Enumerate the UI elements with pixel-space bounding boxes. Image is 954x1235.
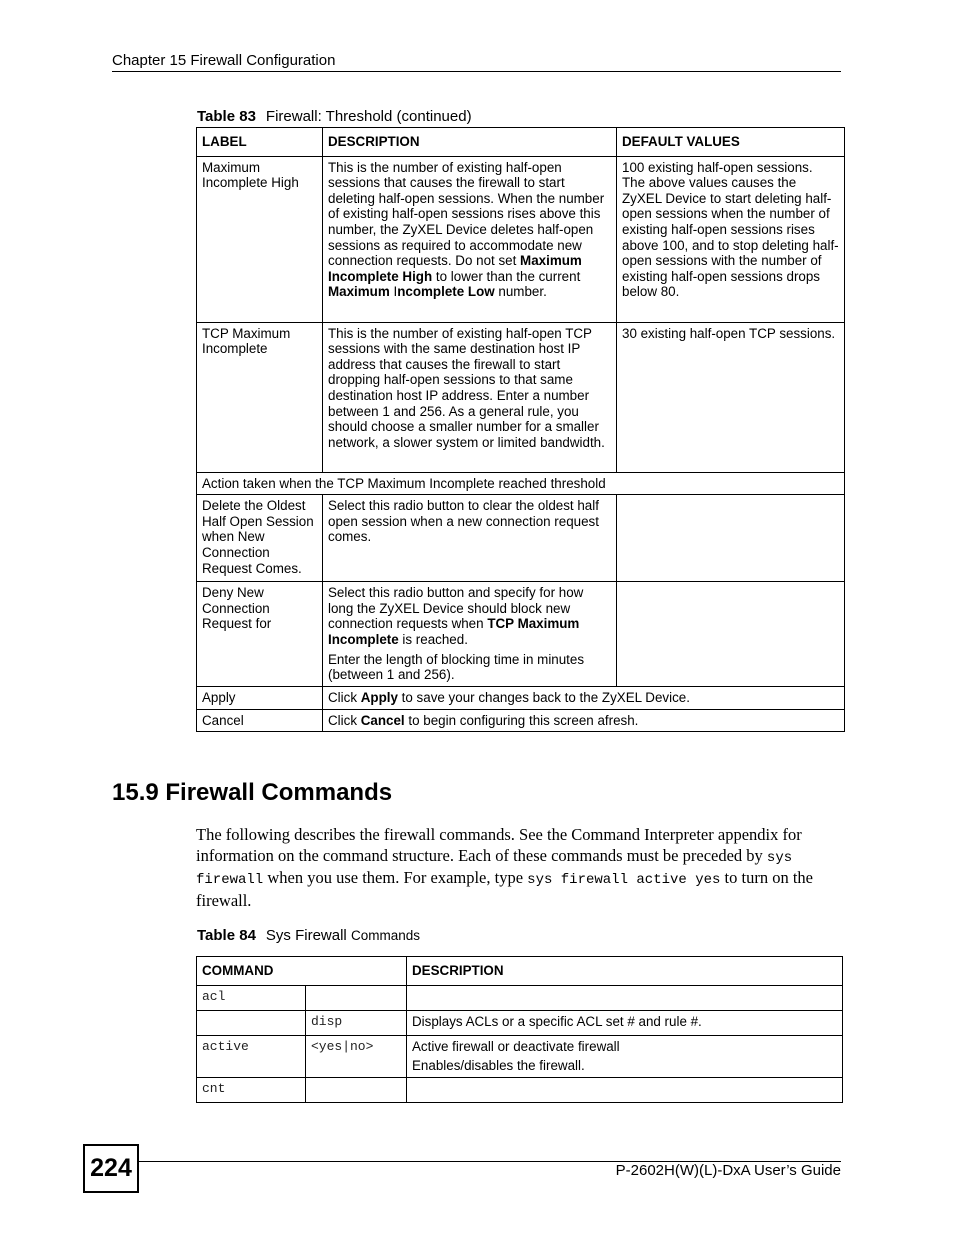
argument-cell: disp	[306, 1010, 407, 1035]
row-description: Click Apply to save your changes back to the ZyXEL Device.	[323, 687, 845, 710]
column-header-description: DESCRIPTION	[407, 957, 843, 986]
table-83-number: Table 83	[197, 108, 256, 125]
code-example-command: sys firewall active yes	[527, 872, 721, 888]
section-title: 15.9 Firewall Commands	[112, 779, 393, 806]
command-cell	[197, 1010, 306, 1035]
column-header-label: LABEL	[197, 128, 323, 157]
table-header-row	[197, 957, 843, 986]
table-row	[197, 322, 845, 472]
row-description: This is the number of existing half-open TCP sessions with the same destination host IP address that causes the firewall to start dropping half-open sessions to that same destination host IP address. Enter a number between 1 and 256. As a general rule, you should choose a smaller number for a smaller network, a slower system or limited bandwidth.	[323, 322, 617, 472]
column-header-default-values: DEFAULT VALUES	[617, 128, 845, 157]
header-rule	[112, 71, 841, 72]
description-cell: Displays ACLs or a specific ACL set # and rule #.	[407, 1010, 843, 1035]
section-row-text: Action taken when the TCP Maximum Incomplete reached threshold	[197, 472, 845, 495]
table-row	[197, 1010, 843, 1035]
table-84-caption	[197, 927, 420, 944]
row-label: Cancel	[197, 709, 323, 732]
description-cell: Active firewall or deactivate firewall Enables/disables the firewall.	[407, 1035, 843, 1077]
row-description: Click Cancel to begin configuring this screen afresh.	[323, 709, 845, 732]
table-83-title: Firewall: Threshold (continued)	[265, 108, 472, 125]
column-header-command: COMMAND	[197, 957, 407, 986]
intro-paragraph: The following describes the firewall commands. See the Command Interpreter appendix for information on the command structure. Each of these commands must be preceded by sys firewall when you use them. For example, type sys firewall active yes to turn on the firewall.	[196, 825, 813, 910]
sys-firewall-commands-table	[196, 956, 843, 1103]
code-sys-firewall: sys firewall	[196, 849, 793, 888]
footer-guide-title: P-2602H(W)(L)-DxA User’s Guide	[615, 1162, 841, 1179]
table-header-row	[197, 128, 845, 157]
table-row	[197, 156, 845, 322]
table-row	[197, 582, 845, 687]
command-cell: acl	[197, 985, 306, 1010]
command-cell: cnt	[197, 1077, 306, 1102]
description-cell	[407, 1077, 843, 1102]
table-section-row	[197, 472, 845, 495]
description-cell	[407, 985, 843, 1010]
table-84-number: Table 84	[197, 927, 256, 944]
row-description: Select this radio button to clear the oldest half open session when a new connection request comes.	[323, 495, 617, 582]
argument-cell	[306, 1077, 407, 1102]
argument-cell: <yes|no>	[306, 1035, 407, 1077]
table-83-caption	[197, 108, 472, 125]
row-label: Maximum Incomplete High	[197, 156, 323, 322]
row-description: Select this radio button and specify for how long the ZyXEL Device should block new connection requests when TCP Maximum Incomplete is reached. Enter the length of blocking time in minutes (between 1 and 256).	[323, 582, 617, 687]
row-label: TCP Maximum Incomplete	[197, 322, 323, 472]
column-header-description: DESCRIPTION	[323, 128, 617, 157]
table-row	[197, 1077, 843, 1102]
row-label: Apply	[197, 687, 323, 710]
table-84-title: Sys Firewall	[265, 927, 347, 944]
page-number: 224	[83, 1144, 139, 1193]
row-default	[617, 495, 845, 582]
table-84-title-suffix: Commands	[350, 928, 420, 943]
table-row	[197, 1035, 843, 1077]
row-default	[617, 582, 845, 687]
running-header: Chapter 15 Firewall Configuration	[112, 52, 336, 69]
row-default: 30 existing half-open TCP sessions.	[617, 322, 845, 472]
row-label: Deny New Connection Request for	[197, 582, 323, 687]
table-row	[197, 709, 845, 732]
row-description: This is the number of existing half-open sessions that causes the firewall to start deleting half-open sessions. When the number of existing half-open sessions rises above this number, the ZyXEL Device deletes half-open sessions as required to accommodate new connection requests. Do not set Maximum Incomplete High to lower than the current Maximum Incomplete Low number.	[323, 156, 617, 322]
firewall-threshold-table	[196, 127, 845, 732]
row-label: Delete the Oldest Half Open Session when New Connection Request Comes.	[197, 495, 323, 582]
table-row	[197, 687, 845, 710]
command-cell: active	[197, 1035, 306, 1077]
row-default: 100 existing half-open sessions. The above values causes the ZyXEL Device to start deleting half-open sessions when the number of existing half-open sessions rises above 100, and to stop deleting half-open sessions with the number of existing half-open sessions drops below 80.	[617, 156, 845, 322]
table-row	[197, 495, 845, 582]
table-row	[197, 985, 843, 1010]
argument-cell	[306, 985, 407, 1010]
